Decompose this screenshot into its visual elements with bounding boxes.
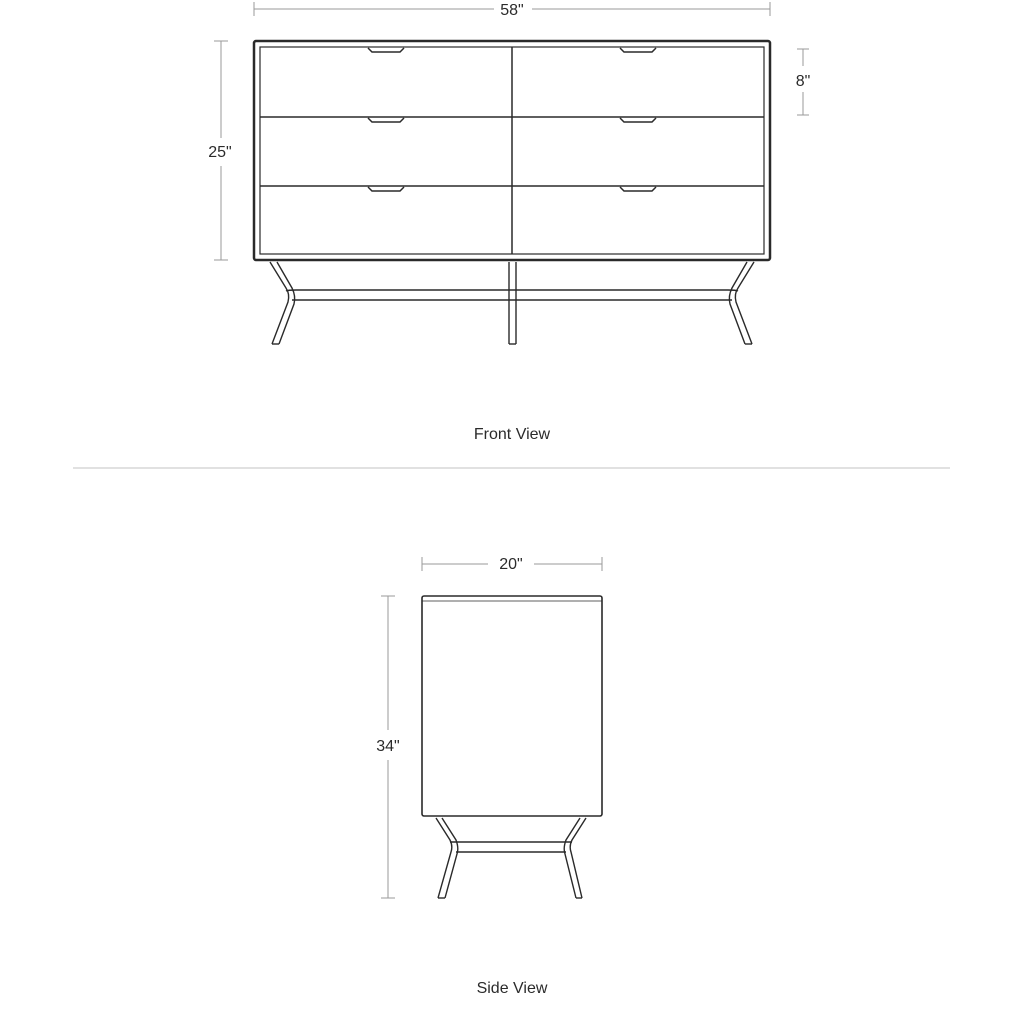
side-height-label: 34" [376, 738, 400, 755]
side-view-caption: Side View [476, 980, 548, 997]
front-height-dimension [208, 41, 231, 260]
side-depth-label: 20" [499, 556, 523, 573]
drawer-pull [368, 187, 404, 191]
drawer-pull [368, 118, 404, 122]
dresser-front-cabinet [254, 41, 770, 260]
drawer-height-dimension [796, 49, 811, 115]
front-base-legs [270, 262, 754, 344]
front-view-caption: Front View [473, 426, 551, 443]
front-height-label: 25" [208, 144, 232, 161]
side-height-dimension [376, 596, 399, 898]
side-base-legs [436, 818, 586, 898]
side-depth-dimension [422, 556, 602, 573]
drawer-height-label: 8" [795, 73, 811, 90]
drawer-pull [368, 48, 404, 52]
side-view [376, 556, 602, 997]
drawer-pull [620, 118, 656, 122]
front-width-dimension [254, 2, 770, 19]
drawer-pull [620, 48, 656, 52]
front-view [208, 2, 810, 443]
drawer-pull [620, 187, 656, 191]
dresser-side-cabinet [422, 596, 602, 816]
front-width-label: 58" [500, 2, 524, 19]
